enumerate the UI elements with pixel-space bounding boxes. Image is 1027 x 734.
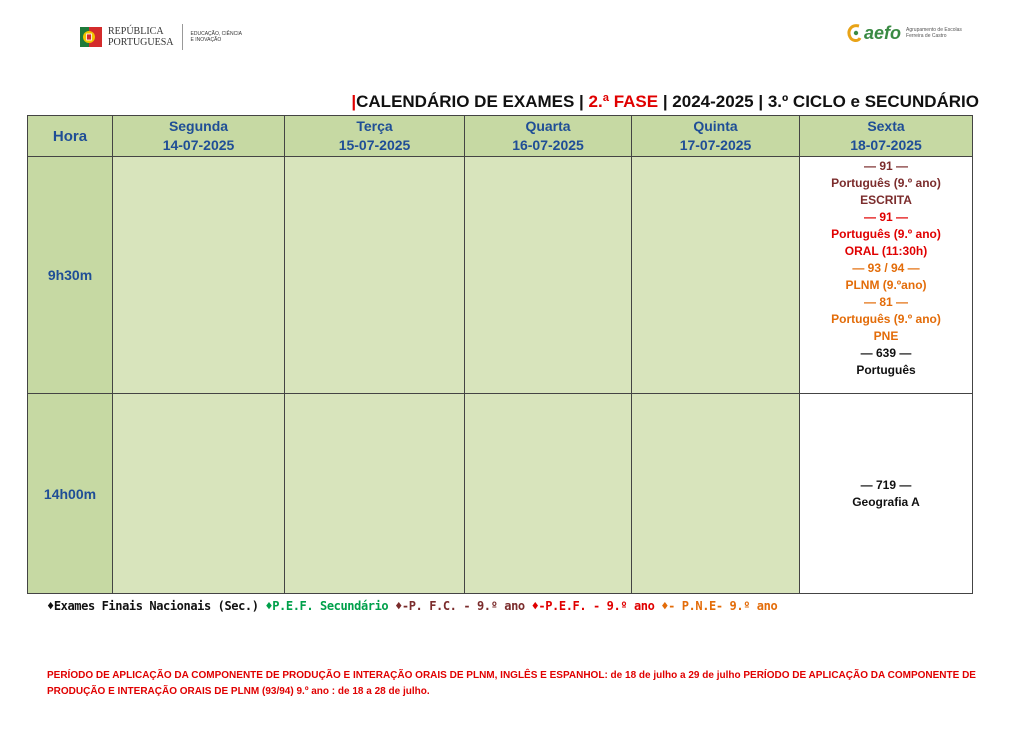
slot-thursday-morning — [632, 157, 800, 394]
legend-pef-9ano: ♦-P.E.F. - 9.º ano — [531, 599, 655, 613]
hour-cell-afternoon: 14h00m — [28, 394, 113, 594]
slot-tuesday-afternoon — [285, 394, 465, 594]
exam-legend — [47, 599, 777, 613]
slot-wednesday-afternoon — [465, 394, 632, 594]
oral-period-note: PERÍODO DE APLICAÇÃO DA COMPONENTE DE PRODUÇÃO E INTERAÇÃO ORAIS DE PLNM, INGLÊS E ESPANHOL: de 18 de julho a 29 de julho PERÍODO DE APLICAÇÃO DA COMPONENTE DE PRODUÇÃO E INTERAÇÃO ORAIS DE PLNM (93/94) 9.º ano : de 18 a 28 de julho. — [47, 670, 976, 697]
republica-portuguesa-text: REPÚBLICA PORTUGUESA — [108, 26, 174, 48]
legend-exames-finais: ♦Exames Finais Nacionais (Sec.) — [47, 599, 259, 613]
ministry-text: EDUCAÇÃO, CIÊNCIA E INOVAÇÃO — [190, 31, 242, 43]
day-header-monday: Segunda 14-07-2025 — [113, 116, 285, 157]
table-row — [28, 157, 973, 394]
logo-divider — [182, 24, 183, 50]
slot-thursday-afternoon — [632, 394, 800, 594]
exam-entry-719: — 719 — Geografia A — [852, 477, 920, 509]
school-logo: aefo Agrupamento de Escolas Ferreira de Castro — [846, 22, 962, 44]
day-header-friday: Sexta 18-07-2025 — [800, 116, 973, 157]
slot-monday-morning — [113, 157, 285, 394]
exam-calendar-table — [27, 115, 973, 594]
coat-of-arms-icon — [80, 25, 102, 49]
slot-friday-morning — [800, 157, 973, 394]
legend-pne-9ano: ♦- P.N.E- 9.º ano — [661, 599, 778, 613]
school-swirl-icon — [846, 22, 862, 44]
republica-portuguesa-logo — [80, 24, 242, 50]
exam-entry-639: — 639 — Português — [856, 346, 916, 377]
school-name: Agrupamento de Escolas Ferreira de Castro — [906, 27, 962, 39]
day-header-wednesday: Quarta 16-07-2025 — [465, 116, 632, 157]
hora-header: Hora — [28, 116, 113, 157]
hour-cell-morning: 9h30m — [28, 157, 113, 394]
slot-tuesday-morning — [285, 157, 465, 394]
table-row — [28, 394, 973, 594]
table-header-row — [28, 116, 973, 157]
day-header-thursday: Quinta 17-07-2025 — [632, 116, 800, 157]
slot-wednesday-morning — [465, 157, 632, 394]
legend-pef-secundario: ♦P.E.F. Secundário — [265, 599, 389, 613]
exam-entry-93-94: — 93 / 94 — PLNM (9.ºano) — [845, 261, 927, 292]
exam-entry-91-oral: — 91 — Português (9.º ano) ORAL (11:30h) — [831, 210, 941, 258]
page-title: |CALENDÁRIO DE EXAMES | 2.ª FASE | 2024-2025 | 3.º CICLO e SECUNDÁRIO — [351, 92, 979, 111]
day-header-tuesday: Terça 15-07-2025 — [285, 116, 465, 157]
exam-entry-91-escrita: — 91 — Português (9.º ano) ESCRITA — [831, 159, 941, 207]
exam-entry-81: — 81 — Português (9.º ano) PNE — [831, 295, 941, 343]
slot-monday-afternoon — [113, 394, 285, 594]
slot-friday-afternoon — [800, 394, 973, 594]
legend-pfc-9ano: ♦-P. F.C. - 9.º ano — [395, 599, 525, 613]
